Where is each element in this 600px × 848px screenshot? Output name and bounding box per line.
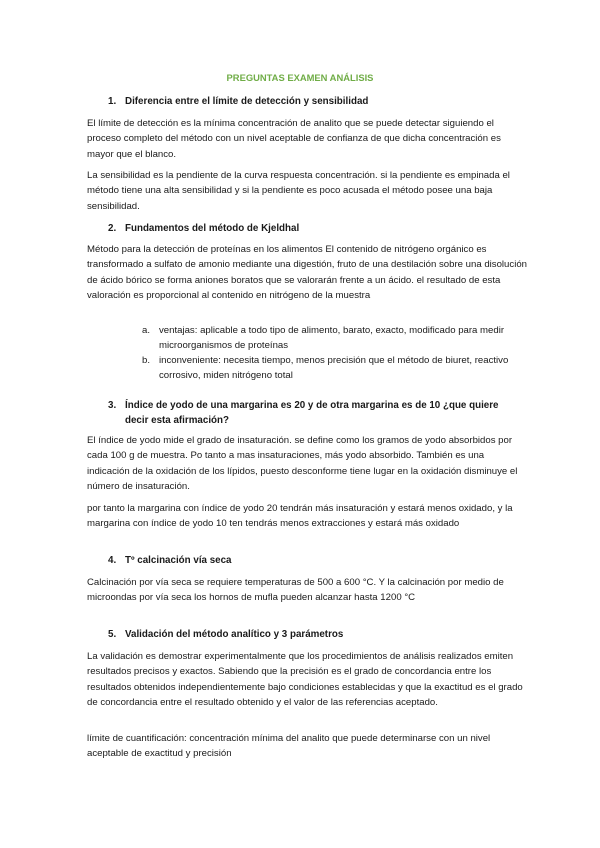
document-title: PREGUNTAS EXAMEN ANÁLISIS [226,72,374,83]
section-number: 1. [108,96,117,107]
section-number: 5. [108,629,117,640]
section-heading-text: Diferencia entre el límite de detección y sensibilidad [125,96,369,107]
section-number: 2. [108,223,117,234]
section-heading-text: Fundamentos del método de Kjeldhal [125,223,300,234]
list-marker: a. [142,325,151,336]
section-1-paragraph-2: La sensibilidad es la pendiente de la curva respuesta concentración. si la pendiente es empinada el método tiene una alta sensibilidad y si la pendiente es poco acusada el método posee una baja sensibilidad. [87,170,510,212]
section-2-paragraph-1: Método para la detección de proteínas en los alimentos El contenido de nitrógeno orgánico es transformado a sulfato de amonio mediante una digestión, fruto de una destilación sobre una disolución de ácido bórico se forma aniones boratos que se valorarán frente a un ácido. el resultado de esta valoración es proporcional al contenido en nitrógeno de la muestra [87,244,527,302]
section-5-paragraph-2: límite de cuantificación: concentración mínima del analito que puede determinarse con un nivel aceptable de exactitud y precisión [87,733,491,760]
section-3-paragraph-1: El índice de yodo mide el grado de insaturación. se define como los gramos de yodo absorbidos por cada 100 g de muestra. Po tanto a mas insaturaciones, más yodo absorbido. También es una indicación de la oxidación de los lípidos, puesto desconforme tiene lugar en la oxidación disminuye el número de insaturación. [87,435,518,493]
section-3-paragraph-2: por tanto la margarina con índice de yodo 20 tendrán más insaturación y estará menos oxidado, y la margarina con índice de yodo 10 ten tendrás menos extracciones y estará más oxidado [87,503,513,530]
list-item-text: inconveniente: necesita tiempo, menos precisión que el método de biuret, reactivo corrosivo, miden nitrógeno total [159,355,509,382]
section-4-paragraph-1: Calcinación por vía seca se requiere temperaturas de 500 a 600 °C. Y la calcinación por medio de microondas por vía seca los hornos de mufla pueden alcanzar hasta 1200 °C [87,577,504,604]
section-1-paragraph-1: El límite de detección es la mínima concentración de analito que se puede detectar siguiendo el proceso completo del método con un nivel aceptable de confianza de que dicha concentración es mayor que el blanco. [87,118,501,160]
section-number: 3. [108,400,117,411]
section-5-paragraph-1: La validación es demostrar experimentalmente que los procedimientos de análisis realizados emiten resultados precisos y exactos. Sabiendo que la precisión es el grado de concordancia entre los resultados obtenidos independientemente bajo condiciones establecidas y que la exactitud es el grado de concordancia entre el resultado obtenido y el valor de las referencias aceptado. [87,651,523,709]
section-number: 4. [108,555,117,566]
section-heading-text: Validación del método analítico y 3 parámetros [125,629,344,640]
section-heading-text: Índice de yodo de una margarina es 20 y de otra margarina es de 10 ¿que quiere decir esta afirmación? [125,400,499,427]
list-marker: b. [142,355,151,366]
section-heading-text: Tº calcinación vía seca [125,555,232,566]
list-item-text: ventajas: aplicable a todo tipo de alimento, barato, exacto, modificado para medir microorganismos de proteínas [159,325,505,352]
